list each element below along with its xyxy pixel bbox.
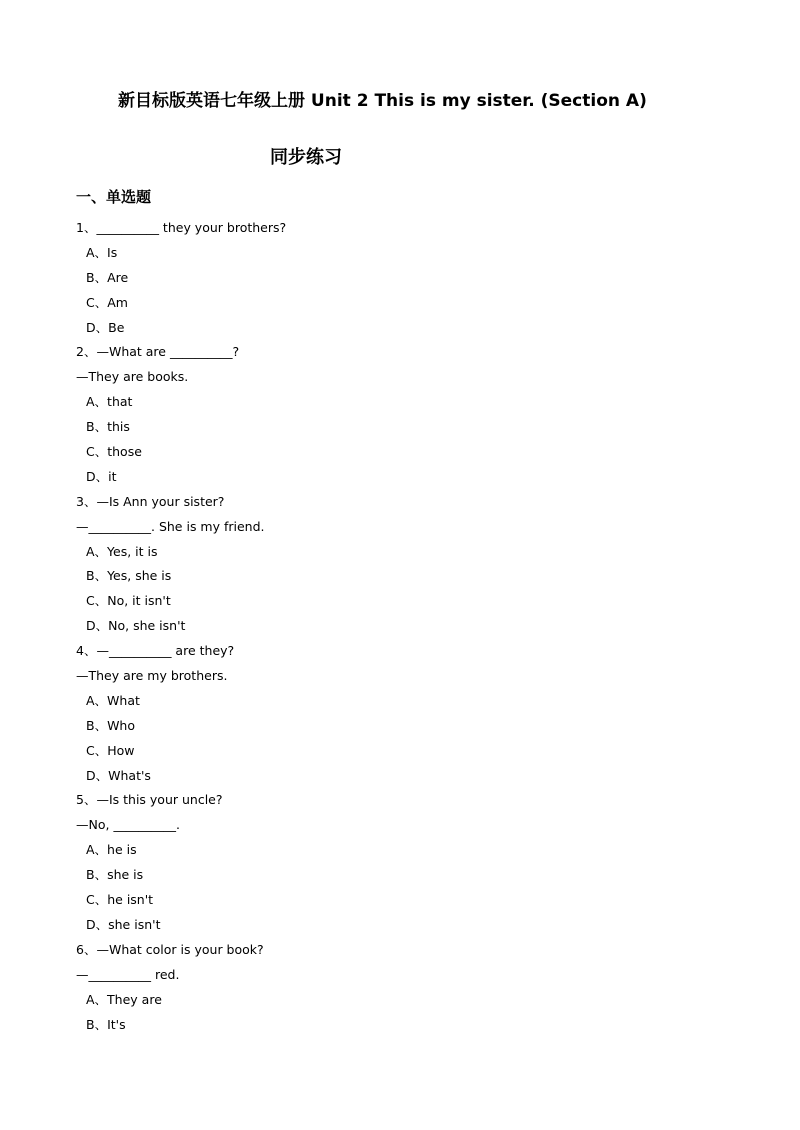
question-dialogue-line: —__________. She is my friend. [76, 518, 265, 534]
answer-option: D、No, she isn't [86, 618, 186, 634]
answer-option: D、Be [86, 319, 125, 335]
answer-option: D、she isn't [86, 916, 161, 932]
answer-option: D、it [86, 468, 117, 484]
section-heading: 一、单选题 [76, 188, 152, 206]
answer-option: C、he isn't [86, 892, 154, 908]
answer-option: B、It's [86, 1016, 126, 1032]
answer-option: C、Am [86, 294, 128, 310]
question-stem: 1、__________ they your brothers? [76, 220, 287, 235]
answer-option: D、What's [86, 767, 151, 783]
answer-option: A、They are [86, 991, 162, 1007]
answer-option: C、How [86, 742, 135, 758]
answer-option: C、No, it isn't [86, 593, 171, 609]
question-stem: 5、—Is this your uncle? [76, 792, 223, 808]
answer-option: B、Yes, she is [86, 568, 172, 584]
answer-option: B、Are [86, 269, 129, 285]
document-title: 新目标版英语七年级上册 Unit 2 This is my sister. (Section A) [118, 91, 647, 111]
question-stem: 6、—What color is your book? [76, 941, 264, 957]
answer-option: B、she is [86, 867, 144, 883]
answer-option: A、Yes, it is [86, 543, 158, 559]
question-dialogue-line: —No, __________. [76, 817, 180, 833]
answer-option: A、What [86, 692, 140, 708]
document-subtitle: 同步练习 [270, 147, 342, 168]
question-stem: 2、—What are __________? [76, 344, 240, 360]
answer-option: A、he is [86, 842, 137, 858]
question-dialogue-line: —__________ red. [76, 966, 180, 982]
question-dialogue-line: —They are books. [76, 369, 189, 385]
answer-option: A、Is [86, 244, 118, 260]
question-stem: 3、—Is Ann your sister? [76, 493, 225, 509]
answer-option: C、those [86, 444, 142, 460]
question-4 [0, 639, 800, 788]
answer-option: A、that [86, 394, 133, 410]
question-2 [0, 340, 800, 489]
question-dialogue-line: —They are my brothers. [76, 668, 228, 684]
question-1 [0, 216, 800, 340]
question-5 [0, 788, 800, 937]
question-list [0, 216, 800, 1037]
question-stem: 4、—__________ are they? [76, 643, 235, 659]
question-6 [0, 938, 800, 1038]
answer-option: B、this [86, 419, 130, 435]
answer-option: B、Who [86, 717, 136, 733]
question-3 [0, 490, 800, 639]
